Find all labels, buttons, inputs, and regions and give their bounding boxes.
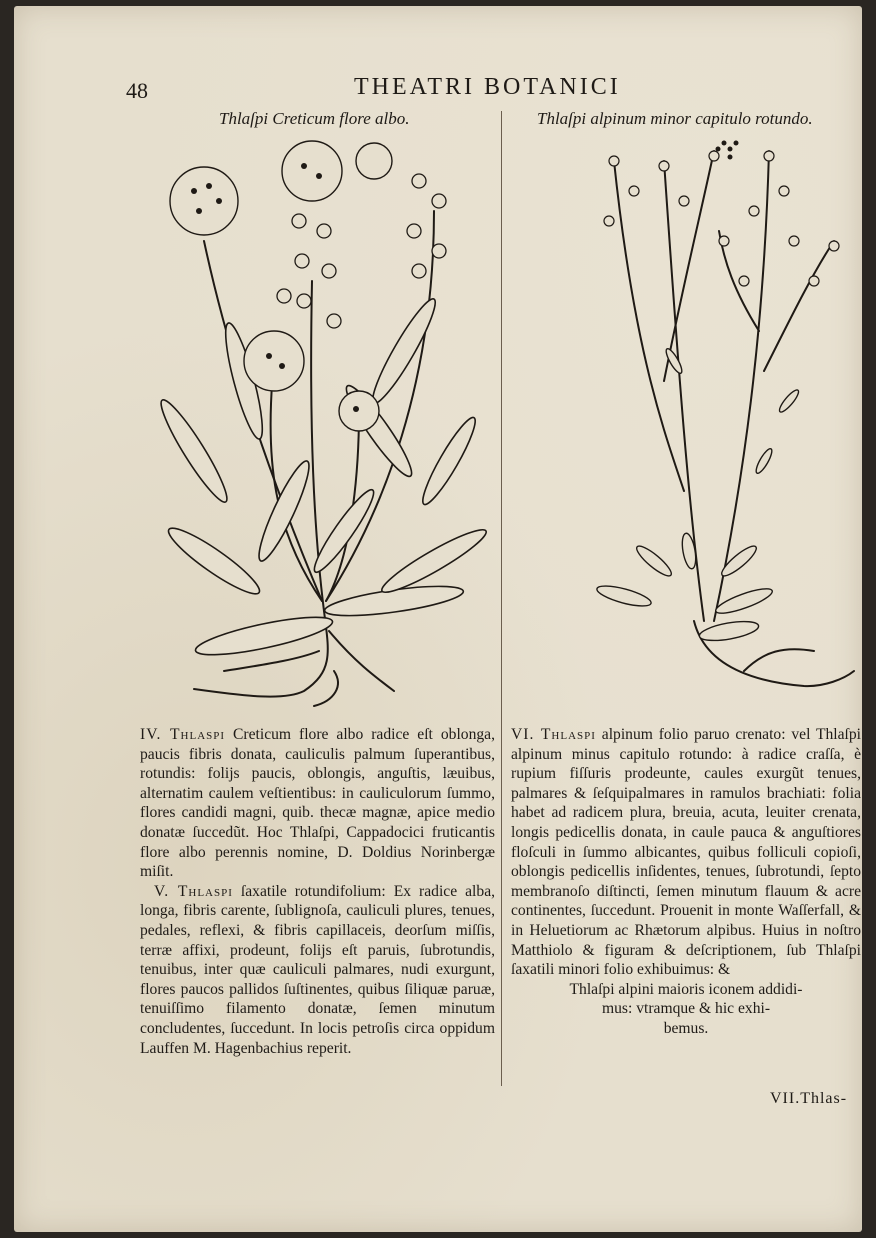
woodcut-thlaspi-creticum [134, 131, 504, 711]
lead-iv: IV. Thlaspi [140, 726, 226, 743]
text-column-left [140, 725, 495, 1058]
tail-line-1: Thlaſpi alpini maioris iconem addidi- [569, 980, 803, 998]
figure-caption-left: Thlaſpi Creticum flore albo. [219, 109, 410, 128]
woodcut-thlaspi-alpinum [514, 131, 864, 711]
paragraph-vi [511, 725, 861, 980]
lead-v: V. Thlaspi [154, 882, 233, 900]
tail-line-3: bemus. [663, 1019, 709, 1037]
text-column-right [511, 725, 861, 1039]
column-divider [501, 111, 502, 1086]
catchword: VII.Thlas- [770, 1090, 848, 1107]
text-v: ſaxatile rotundifolium: Ex radice alba, longa, fibris carente, ſublignoſa, cauliculi plures, tenues, pedales, reflexi, & fibris capillaceis, deorſum miſſis, terræ affixi, prodeunt, folijs eſt paruis, ſubrotundis, tenuibus, inter quæ cauliculi palmares, nudi exurgunt, flores paucos pallidos ſuſtinentes, quibus ſiliquæ paruæ, tenuiſſimo filamento donatæ, ſemen minutum concludentes, ſuccedunt. In locis petroſis circa oppidum Lauffen M. Hagenbachius reperit. [140, 882, 496, 1057]
tail-line-2: mus: vtramque & hic exhi- [601, 1000, 771, 1018]
running-title: THEATRI BOTANICI [354, 74, 621, 100]
book-page [14, 6, 862, 1232]
figure-caption-right: Thlaſpi alpinum minor capitulo rotundo. [537, 109, 813, 128]
text-vi: alpinum folio paruo crenato: vel Thlaſpi alpinum minus capitulo rotundo: à radice craſſa, è rupium fiſſuris prodeunte, caules exurgũt tenues, palmares & ſeſquipalmares in ramulos brachiati: folia habet ad radicem plura, breuia, acuta, leuiter crenata, longis pedicellis donata, in caule pauca & anguſtiores floſculi in ſummo albicantes, quibus folliculi copioſi, oblongis pedicellis inſidentes, tenues, ſubrotundi, ſepto membranoſo diſtincti, ſemen minutum flauum & acre continentes, ſuccedunt. Prouenit in monte Waſſerfall, & in Heluetiorum ac Rhætorum alpibus. Huius in noſtro Matthiolo & figuram & deſcriptionem, ſub Thlaſpi ſaxatili minori folio exhibuimus: & [511, 726, 861, 979]
text-iv: Creticum flore albo radice eſt oblonga, paucis fibris donata, cauliculis palmum ſuperantibus, rotundis: folijs paucis, oblongis, anguſtis, læuibus, alternatim caulem veſtientibus: in cauliculorum ſummo, flores candidi magni, quib. thecæ magnæ, apice medio donatæ ſuccedũt. Hoc Thlaſpi, Cappadocici fruticantis flore albo perennis nomine, D. Doldius Norinbergæ miſit. [140, 726, 495, 881]
page-number: 48 [126, 78, 148, 103]
paragraph-iv [140, 725, 495, 882]
lead-vi: VI. Thlaspi [511, 726, 596, 743]
paragraph-v [140, 882, 495, 1058]
